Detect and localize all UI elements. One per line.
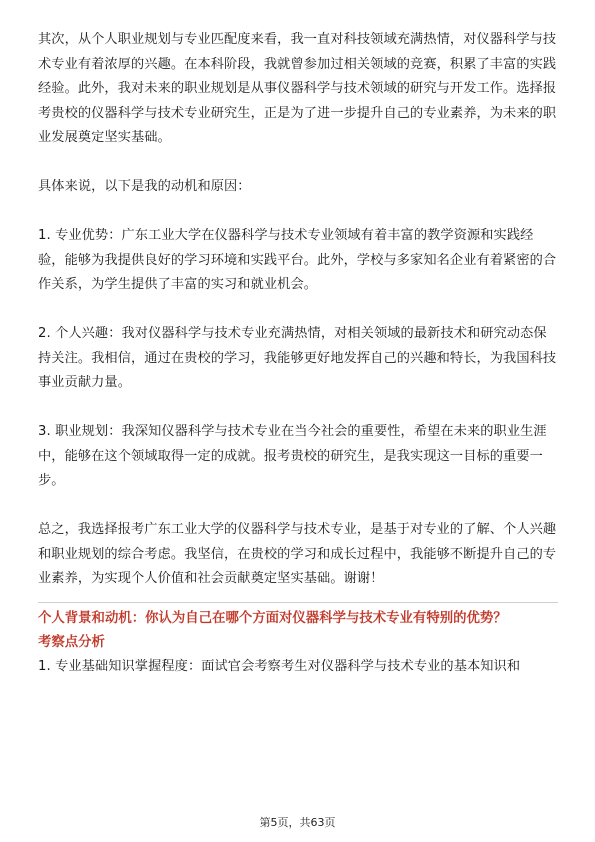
paragraph-conclusion: 总之，我选择报考广东工业大学的仪器科学与技术专业，是基于对专业的了解、个人兴趣和职业规划的综合考虑。我坚信，在贵校的学习和成长过程中，我能够不断提升自己的专业素养，为实现个人价值和社会贡献奠定坚实基础。谢谢！: [38, 522, 557, 586]
section-divider: [38, 602, 558, 603]
paragraph-motivation-intro: 具体来说，以下是我的动机和原因：: [38, 179, 251, 194]
question-heading: 个人背景和动机：你认为自己在哪个方面对仪器科学与技术专业有特别的优势？: [38, 610, 507, 626]
paragraph-career-planning: 其次，从个人职业规划与专业匹配度来看，我一直对科技领域充满热情，对仪器科学与技术专业有着浓厚的兴趣。在本科阶段，我就曾参加过相关领域的竞赛，积累了丰富的实践经验。此外，我对未来的职业规划是从事仪器科学与技术领域的研究与开发工作。选择报考贵校的仪器科学与技术专业研究生，正是为了进一步提升自己的专业素养，为未来的职业发展奠定坚实基础。: [38, 32, 557, 145]
document-page: [38, 28, 558, 679]
paragraph-advantage: 1. 专业优势：广东工业大学在仪器科学与技术专业领域有着丰富的教学资源和实践经验，能够为我提供良好的学习环境和实践平台。此外，学校与多家知名企业有着紧密的合作关系，为学生提供了丰富的实习和就业机会。: [38, 228, 557, 292]
paragraph-interest: 2. 个人兴趣：我对仪器科学与技术专业充满热情，对相关领域的最新技术和研究动态保持关注。我相信，通过在贵校的学习，我能够更好地发挥自己的兴趣和特长，为我国科技事业贡献力量。: [38, 326, 557, 390]
analysis-heading: 考察点分析: [38, 634, 105, 650]
analysis-item-1: 1. 专业基础知识掌握程度：面试官会考察考生对仪器科学与技术专业的基本知识和: [38, 658, 521, 674]
paragraph-career: 3. 职业规划：我深知仪器科学与技术专业在当今社会的重要性，希望在未来的职业生涯中，能够在这个领域取得一定的成就。报考贵校的研究生，是我实现这一目标的重要一步。: [38, 424, 547, 488]
page-number: 第5页，共63页: [259, 816, 336, 829]
